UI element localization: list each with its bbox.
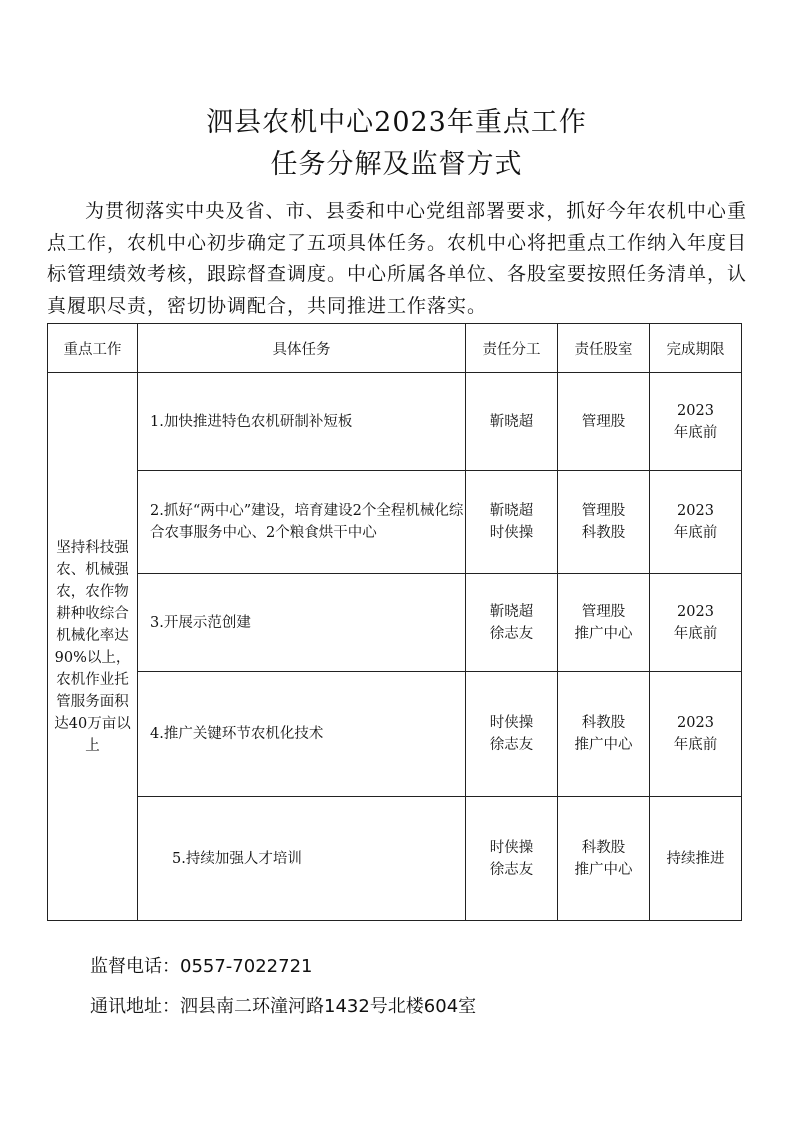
intro-paragraph: 为贯彻落实中央及省、市、县委和中心党组部署要求，抓好今年农机中心重点工作，农机中心初步确定了五项具体任务。农机中心将把重点工作纳入年度目标管理绩效考核，跟踪督查调度。中心所属各单位、各股室要按照任务清单，认真履职尽责，密切协调配合，共同推进工作落实。 <box>47 200 748 317</box>
dept-cell: 科教股 推广中心 <box>558 672 650 797</box>
document-title: 泗县农机中心2023年重点工作 <box>206 107 587 138</box>
deadline-cell: 2023 年底前 <box>650 373 742 471</box>
task-cell: 4.推广关键环节农机化技术 <box>138 672 466 797</box>
person-cell: 靳晓超 <box>466 373 558 471</box>
dept-cell: 管理股 科教股 <box>558 471 650 574</box>
deadline-cell: 2023 年底前 <box>650 672 742 797</box>
table-row <box>48 373 742 471</box>
person-cell: 靳晓超 徐志友 <box>466 574 558 672</box>
header-key-work: 重点工作 <box>48 324 138 373</box>
header-person: 责任分工 <box>466 324 558 373</box>
table-row <box>48 574 742 672</box>
deadline-cell: 2023 年底前 <box>650 574 742 672</box>
supervision-phone: 监督电话：0557-7022721 <box>90 956 313 977</box>
task-table <box>47 323 742 921</box>
key-work-cell: 坚持科技强农、机械强农，农作物耕种收综合机械化率达90%以上，农机作业托管服务面积达40万亩以上 <box>48 373 138 921</box>
dept-cell: 管理股 <box>558 373 650 471</box>
table-row <box>48 672 742 797</box>
task-cell: 2.抓好“两中心”建设，培育建设2个全程机械化综合农事服务中心、2个粮食烘干中心 <box>138 471 466 574</box>
table-row <box>48 471 742 574</box>
mailing-address: 通讯地址：泗县南二环潼河路1432号北楼604室 <box>90 996 477 1017</box>
dept-cell: 科教股 推广中心 <box>558 797 650 921</box>
document-subtitle: 任务分解及监督方式 <box>270 149 523 180</box>
deadline-cell: 2023 年底前 <box>650 471 742 574</box>
task-cell: 5.持续加强人才培训 <box>138 797 466 921</box>
header-deadline: 完成期限 <box>650 324 742 373</box>
table-row <box>48 797 742 921</box>
person-cell: 时侠操 徐志友 <box>466 797 558 921</box>
task-cell: 1.加快推进特色农机研制补短板 <box>138 373 466 471</box>
dept-cell: 管理股 推广中心 <box>558 574 650 672</box>
deadline-cell: 持续推进 <box>650 797 742 921</box>
task-cell: 3.开展示范创建 <box>138 574 466 672</box>
header-dept: 责任股室 <box>558 324 650 373</box>
person-cell: 时侠操 徐志友 <box>466 672 558 797</box>
person-cell: 靳晓超 时侠操 <box>466 471 558 574</box>
table-header-row <box>48 324 742 373</box>
header-task: 具体任务 <box>138 324 466 373</box>
